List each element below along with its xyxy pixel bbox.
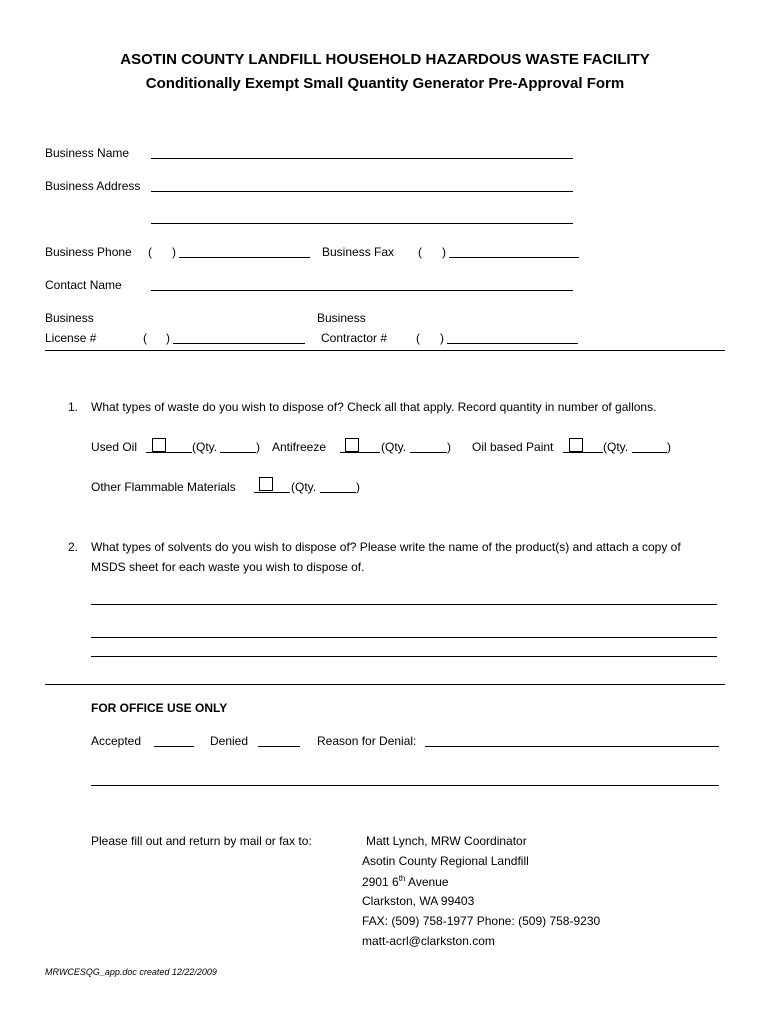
reason-field[interactable] (425, 746, 719, 747)
street-name: Avenue (405, 875, 449, 889)
license-field[interactable] (173, 343, 305, 344)
business-name-field[interactable] (151, 158, 573, 159)
reason-field-2[interactable] (91, 785, 719, 786)
flammable-checkbox[interactable] (259, 477, 273, 491)
solvent-line-3[interactable] (91, 656, 717, 657)
accepted-field[interactable] (154, 746, 194, 747)
contractor-label-line2: Contractor # (321, 331, 388, 345)
business-address-label: Business Address (45, 179, 141, 193)
street-address (362, 875, 449, 888)
office-divider (45, 684, 725, 685)
fax-paren-open: ( (418, 245, 422, 259)
document-note: MRWCESQG_app.doc created 12/22/2009 (45, 967, 217, 977)
used-oil-checkbox[interactable] (152, 438, 166, 452)
business-phone-field[interactable] (179, 257, 310, 258)
flammable-qty-close: ) (356, 480, 360, 494)
solvent-line-2[interactable] (91, 637, 717, 638)
business-address-field-2[interactable] (151, 223, 573, 224)
phone-paren-close: ) (172, 245, 176, 259)
flammable-qty-label: (Qty. (291, 480, 317, 494)
oil-paint-label: Oil based Paint (472, 440, 554, 454)
business-fax-field[interactable] (449, 257, 579, 258)
accepted-label: Accepted (91, 734, 142, 748)
form-title: ASOTIN COUNTY LANDFILL HOUSEHOLD HAZARDOUS WASTE FACILITY (120, 51, 650, 68)
fax-paren-close: ) (442, 245, 446, 259)
contractor-paren-close: ) (440, 331, 444, 345)
contractor-label-line1: Business (317, 311, 366, 325)
flammable-label: Other Flammable Materials (91, 480, 236, 494)
oil-paint-qty-label: (Qty. (603, 440, 629, 454)
antifreeze-checkbox[interactable] (345, 438, 359, 452)
fax-phone: FAX: (509) 758-1977 Phone: (509) 758-9230 (362, 914, 601, 928)
used-oil-qty-label: (Qty. (192, 440, 218, 454)
license-paren-close: ) (166, 331, 170, 345)
question2-text-line1: What types of solvents do you wish to dispose of? Please write the name of the product(s) and attach a copy of (91, 540, 681, 554)
oil-paint-checkbox[interactable] (569, 438, 583, 452)
used-oil-blank (146, 452, 192, 453)
flammable-qty-field[interactable] (320, 492, 356, 493)
denied-label: Denied (210, 734, 249, 748)
contact-name-label: Contact Name (45, 278, 122, 292)
antifreeze-qty-close: ) (447, 440, 451, 454)
antifreeze-blank (340, 452, 380, 453)
business-name-label: Business Name (45, 146, 130, 160)
office-use-heading: FOR OFFICE USE ONLY (91, 701, 228, 715)
solvent-line-1[interactable] (91, 604, 717, 605)
oil-paint-blank (563, 452, 603, 453)
business-phone-label: Business Phone (45, 245, 132, 259)
email-address: matt-acrl@clarkston.com (362, 934, 495, 948)
contractor-field[interactable] (447, 343, 578, 344)
antifreeze-label: Antifreeze (272, 440, 327, 454)
coordinator-name: Matt Lynch, MRW Coordinator (366, 834, 527, 848)
street-ordinal: th (398, 874, 406, 883)
oil-paint-qty-field[interactable] (632, 452, 667, 453)
section-divider (45, 350, 725, 351)
reason-label: Reason for Denial: (317, 734, 417, 748)
city-state-zip: Clarkston, WA 99403 (362, 894, 475, 908)
form-subtitle: Conditionally Exempt Small Quantity Generator Pre-Approval Form (145, 75, 625, 92)
denied-field[interactable] (258, 746, 300, 747)
contact-name-field[interactable] (151, 290, 573, 291)
street-number: 2901 6 (362, 875, 399, 889)
question2-text-line2: MSDS sheet for each waste you wish to dispose of. (91, 560, 365, 574)
used-oil-qty-close: ) (256, 440, 260, 454)
business-address-field[interactable] (151, 191, 573, 192)
used-oil-qty-field[interactable] (220, 452, 256, 453)
antifreeze-qty-label: (Qty. (381, 440, 407, 454)
used-oil-label: Used Oil (91, 440, 138, 454)
question2-number: 2. (68, 540, 79, 554)
license-label-line1: Business (45, 311, 94, 325)
contractor-paren-open: ( (416, 331, 420, 345)
question1-text: What types of waste do you wish to dispose of? Check all that apply. Record quantity in number of gallons. (91, 400, 657, 414)
license-paren-open: ( (143, 331, 147, 345)
question1-number: 1. (68, 400, 79, 414)
license-label-line2: License # (45, 331, 97, 345)
organization-name: Asotin County Regional Landfill (362, 854, 529, 868)
antifreeze-qty-field[interactable] (410, 452, 447, 453)
oil-paint-qty-close: ) (667, 440, 671, 454)
flammable-blank (254, 492, 290, 493)
business-fax-label: Business Fax (322, 245, 395, 259)
phone-paren-open: ( (148, 245, 152, 259)
return-instruction: Please fill out and return by mail or fax to: (91, 834, 312, 848)
